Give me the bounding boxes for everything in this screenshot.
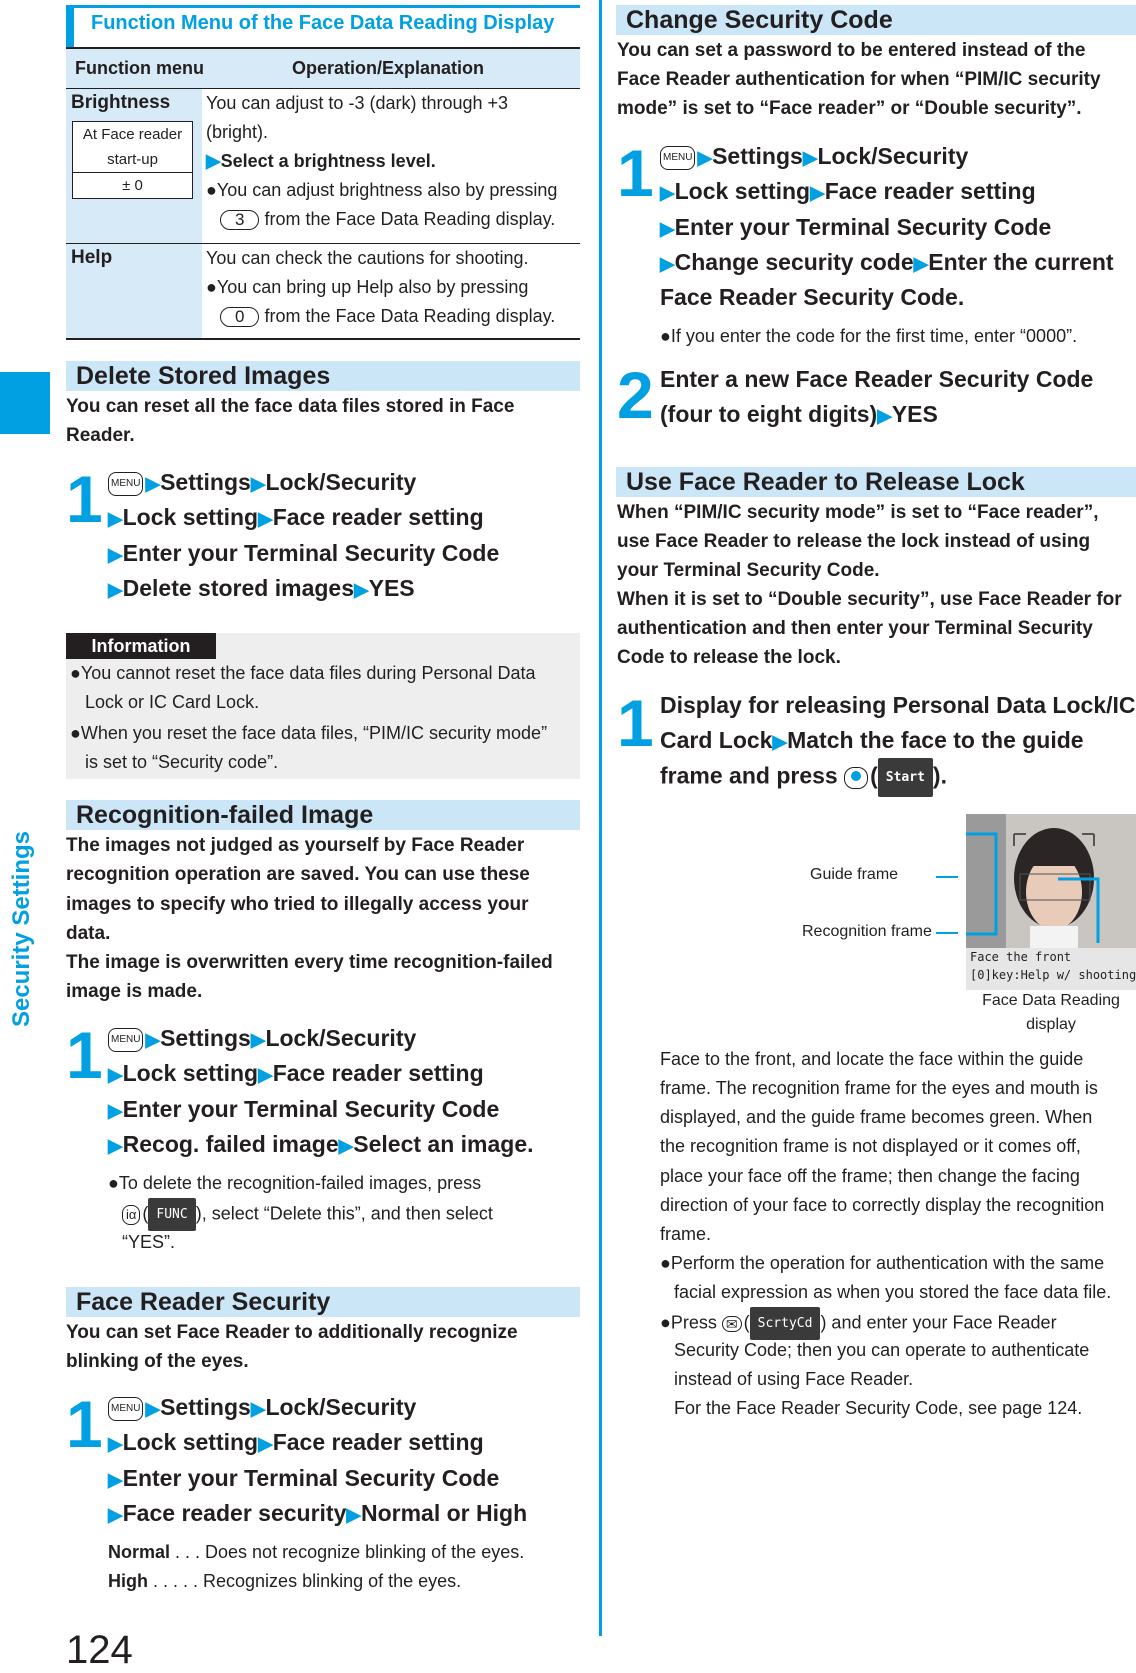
- delete-header: Delete Stored Images: [66, 361, 580, 391]
- screen-caption: Face Data Reading display: [982, 992, 1120, 1033]
- start-softkey-icon: Start: [878, 758, 933, 797]
- side-tab: [0, 372, 50, 1670]
- step-number: 1: [617, 686, 654, 760]
- information-box: Information ●You cannot reset the face data files during Personal Data Lock or IC Card Lock. ●When you reset the face data files, “PIM/IC security mode” is set to “Security code”.: [66, 633, 580, 779]
- release-header: Use Face Reader to Release Lock: [616, 467, 1136, 497]
- security-header: Face Reader Security: [66, 1287, 580, 1317]
- side-tab-marker: [0, 372, 50, 434]
- menu-key-icon: MENU: [108, 1028, 143, 1052]
- function-menu-title: Function Menu of the Face Data Reading Display: [66, 5, 580, 47]
- scrtycd-softkey-icon: ScrtyCd: [750, 1307, 821, 1340]
- step-number: 1: [66, 1018, 103, 1092]
- i-appli-key-icon: iα: [122, 1205, 140, 1225]
- step-number: 2: [617, 358, 654, 432]
- guide-frame-label: Guide frame: [810, 866, 899, 883]
- information-label: Information: [66, 633, 216, 659]
- change-header: Change Security Code: [616, 5, 1136, 35]
- side-tab-label: Security Settings: [8, 830, 35, 1028]
- mail-key-icon: ✉: [722, 1316, 742, 1332]
- recog-header: Recognition-failed Image: [66, 800, 580, 830]
- face-data-reading-screen: [966, 814, 1136, 990]
- menu-key-icon: MENU: [660, 146, 695, 170]
- step-number: 1: [66, 1387, 103, 1461]
- function-menu-header: Function menu Operation/Explanation: [66, 47, 580, 89]
- func-softkey-icon: FUNC: [148, 1198, 195, 1231]
- step-number: 1: [617, 136, 654, 210]
- center-key-icon: [844, 767, 868, 789]
- screen-line-1: Face the front: [970, 950, 1072, 964]
- menu-key-icon: MENU: [108, 472, 143, 496]
- help-row: Help You can check the cautions for shooting. ●You can bring up Help also by pressing 0 from the Face Data Reading display.: [66, 244, 580, 340]
- recognition-frame-label: Recognition frame: [802, 923, 932, 940]
- column-divider: [599, 0, 602, 1636]
- brightness-row: Brightness At Face reader start-up ± 0 You can adjust to -3 (dark) through +3 (bright). ▶Select a brightness level. ●You can adjust brightness also by pressing 3 from the Face Data Reading display.: [66, 89, 580, 244]
- step-number: 1: [66, 462, 103, 536]
- screen-line-2: [0]key:Help w/ shooting: [970, 968, 1136, 982]
- page-number: 124: [66, 1628, 133, 1672]
- menu-key-icon: MENU: [108, 1397, 143, 1421]
- brightness-default-table: At Face reader start-up ± 0: [72, 121, 193, 199]
- key-0-icon: 0: [220, 307, 259, 327]
- key-3-icon: 3: [220, 210, 259, 230]
